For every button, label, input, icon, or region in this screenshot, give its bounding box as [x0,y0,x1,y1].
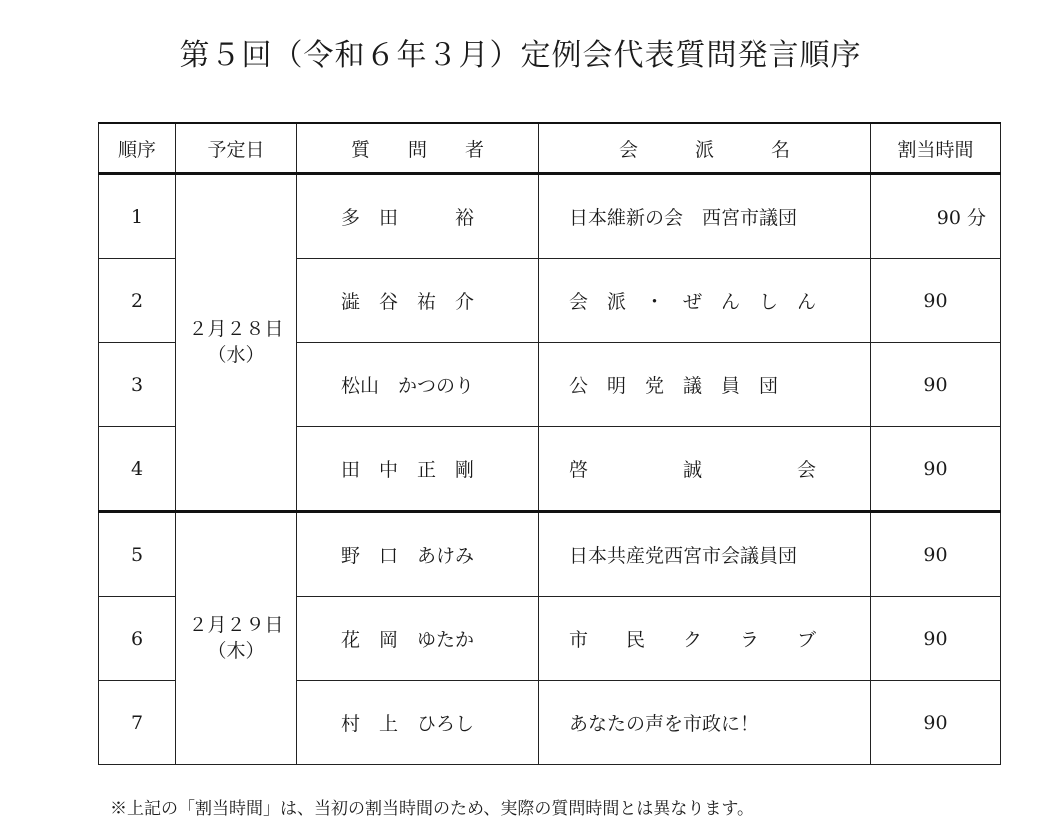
faction-cell: あなたの声を市政に！ [539,681,871,765]
time-cell: 90 分 [871,174,1001,259]
faction-cell: 日本維新の会 西宮市議団 [539,174,871,259]
time-cell: 90 [871,597,1001,681]
faction-cell: 会 派 ・ ぜ ん し ん [539,259,871,343]
questioner-cell: 澁 谷 祐 介 [297,259,539,343]
date-cell [176,174,297,512]
header-order: 順序 [99,123,176,174]
faction-cell: 啓 誠 会 [539,427,871,512]
faction-cell: 公 明 党 議 員 団 [539,343,871,427]
header-questioner: 質 問 者 [297,123,539,174]
order-cell: 2 [99,259,176,343]
faction-cell: 市 民 ク ラ ブ [539,597,871,681]
table-row [99,174,1001,259]
time-cell: 90 [871,343,1001,427]
date-text: ２月２９日 [188,613,284,636]
questioner-cell: 多 田 裕 [297,174,539,259]
table-row [99,512,1001,597]
time-cell: 90 [871,681,1001,765]
header-faction: 会 派 名 [539,123,871,174]
time-cell: 90 [871,427,1001,512]
order-cell: 4 [99,427,176,512]
time-cell: 90 [871,512,1001,597]
table-header-row [99,123,1001,174]
order-cell: 5 [99,512,176,597]
order-cell: 7 [99,681,176,765]
header-date: 予定日 [176,123,297,174]
questioner-cell: 田 中 正 剛 [297,427,539,512]
date-cell [176,512,297,765]
time-cell: 90 [871,259,1001,343]
order-cell: 6 [99,597,176,681]
header-time: 割当時間 [871,123,1001,174]
questioner-cell: 村 上 ひろし [297,681,539,765]
order-cell: 1 [99,174,176,259]
order-cell: 3 [99,343,176,427]
questioner-cell: 野 口 あけみ [297,512,539,597]
date-text: ２月２８日 [188,317,284,340]
questioner-cell: 花 岡 ゆたか [297,597,539,681]
page-title: 第５回（令和６年３月）定例会代表質問発言順序 [179,38,862,73]
questioner-cell: 松山 かつのり [297,343,539,427]
weekday-text: （木） [207,639,265,662]
faction-cell: 日本共産党西宮市会議員団 [539,512,871,597]
weekday-text: （水） [207,343,265,366]
footnote: ※上記の「割当時間」は、当初の割当時間のため、実際の質問時間とは異なります。 [110,799,754,819]
speaking-order-table [98,122,1001,765]
